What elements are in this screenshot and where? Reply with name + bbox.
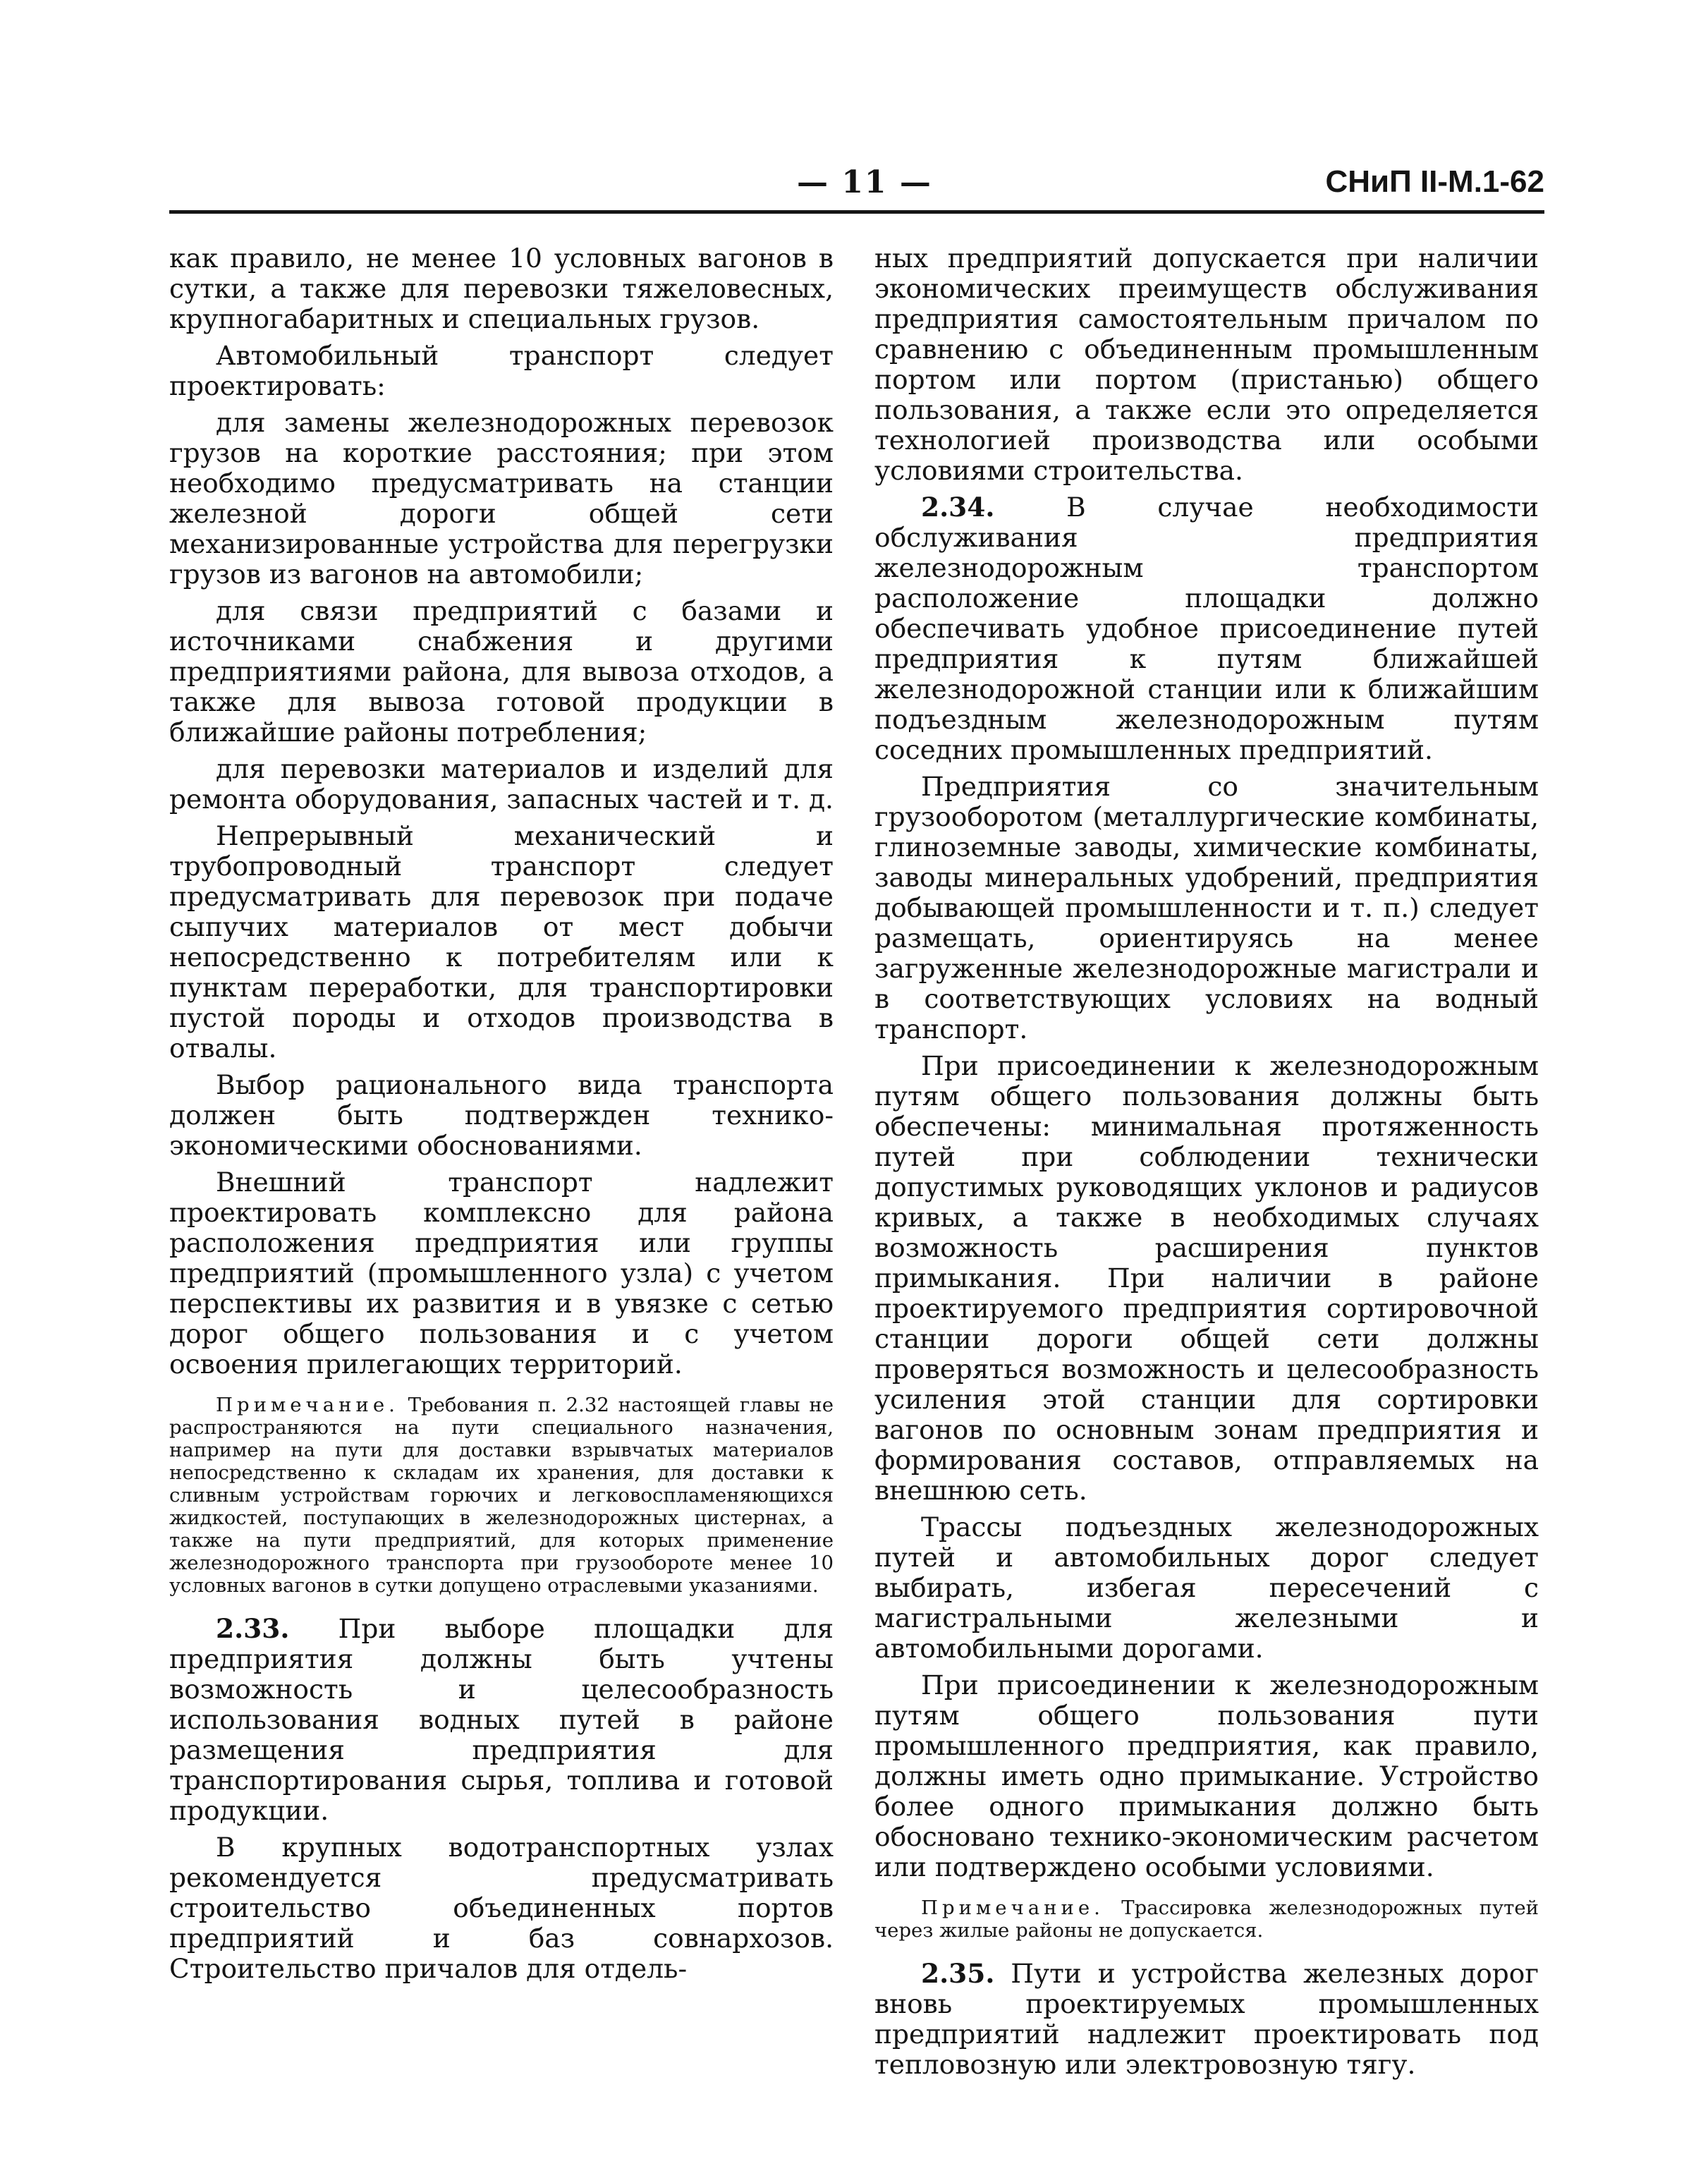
section-text: При выборе площадки для предприятия должны быть учтены возможность и целесообразность использования водных путей в районе размещения предприятия для транспортирования сырья, топлива и готовой продукции.: [169, 1613, 834, 1826]
header-rule: [169, 210, 1544, 214]
section-number: 2.34.: [921, 492, 995, 523]
paragraph: Трассы подъездных железнодорожных путей и автомобильных дорог следует выбирать, избегая пересечений с магистральными железными и автомобильными дорогами.: [874, 1511, 1539, 1664]
left-column: [169, 243, 834, 1984]
note-text: Требования п. 2.32 настоящей главы не распространяются на пути специального назначения, например на пути для доставки взрывчатых материалов непосредственно к складам их хранения, для доставки к сливным устройствам горючих и легковоспламеняющихся жидкостей, поступающих в железнодорожных цистернах, а также на пути предприятий, для которых применение железнодорожного транспорта при грузообороте менее 10 условных вагонов в сутки допущено отраслевыми указаниями.: [169, 1394, 834, 1597]
paragraph: ных предприятий допускается при наличии экономических преимуществ обслуживания предприятия самостоятельным причалом по сравнению с объединенным промышленным портом или портом (пристанью) общего пользования, а также если это определяется технологией производства или особыми условиями строительства.: [874, 243, 1539, 486]
document-code: СНиП II-М.1-62: [1325, 164, 1544, 199]
section-paragraph: [874, 492, 1539, 765]
paragraph: для замены железнодорожных перевозок грузов на короткие расстояния; при этом необходимо предусматривать на станции железной дороги общей сети механизированные устройства для перегрузки грузов из вагонов на автомобили;: [169, 407, 834, 590]
note: [874, 1897, 1539, 1942]
paragraph: Внешний транспорт надлежит проектировать комплексно для района расположения предприятия или группы предприятий (промышленного узла) с учетом перспективы их развития и в увязке с сетью дорог общего пользования и с учетом освоения прилегающих территорий.: [169, 1167, 834, 1380]
paragraph: Предприятия со значительным грузооборотом (металлургические комбинаты, глиноземные заводы, химические комбинаты, заводы минеральных удобрений, предприятия добывающей промышленности и т. п.) следует размещать, ориентируясь на менее загруженные железнодорожные магистрали и в соответствующих условиях на водный транспорт.: [874, 771, 1539, 1045]
note: [169, 1394, 834, 1597]
note-text: Трассировка железнодорожных путей через жилые районы не допускается.: [874, 1897, 1539, 1942]
paragraph: Автомобильный транспорт следует проектировать:: [169, 340, 834, 401]
paragraph: для перевозки материалов и изделий для ремонта оборудования, запасных частей и т. д.: [169, 753, 834, 815]
page-number: — 11 —: [797, 164, 932, 200]
paragraph: Непрерывный механический и трубопроводный транспорт следует предусматривать для перевозок при подаче сыпучих материалов от мест добычи непосредственно к потребителям или к пунктам переработки, для транспортировки пустой породы и отходов производства в отвалы.: [169, 820, 834, 1064]
paragraph: Выбор рационального вида транспорта должен быть подтвержден технико-экономическими обоснованиями.: [169, 1069, 834, 1161]
section-paragraph: [169, 1614, 834, 1826]
section-number: 2.33.: [216, 1613, 290, 1644]
section-paragraph: [874, 1959, 1539, 2080]
section-text: В случае необходимости обслуживания предприятия железнодорожным транспортом расположение площадки должно обеспечивать удобное присоединение путей предприятия к путям ближайшей железнодорожной станции или к ближайшим подъездным железнодорожным путям соседних промышленных предприятий.: [874, 492, 1539, 765]
note-label: Примечание.: [921, 1897, 1104, 1919]
paragraph: В крупных водотранспортных узлах рекомендуется предусматривать строительство объединенных портов предприятий и баз совнархозов. Строительство причалов для отдель-: [169, 1832, 834, 1984]
paragraph: При присоединении к железнодорожным путям общего пользования пути промышленного предприятия, как правило, должны иметь одно примыкание. Устройство более одного примыкания должно быть обосновано технико-экономическим расчетом или подтверждено особыми условиями.: [874, 1669, 1539, 1882]
paragraph: для связи предприятий с базами и источниками снабжения и другими предприятиями района, для вывоза отходов, а также для вывоза готовой продукции в ближайшие районы потребления;: [169, 595, 834, 748]
note-label: Примечание.: [216, 1394, 399, 1416]
section-number: 2.35.: [921, 1958, 995, 1989]
paragraph: При присоединении к железнодорожным путям общего пользования должны быть обеспечены: минимальная протяженность путей при соблюдении технически допустимых руководящих уклонов и радиусов кривых, а также в необходимых случаях возможность расширения пунктов примыкания. При наличии в районе проектируемого предприятия сортировочной станции дороги общей сети должны проверяться возможность и целесообразность усиления этой станции для сортировки вагонов по основным зонам предприятия и формирования составов, отправляемых на внешнюю сеть.: [874, 1050, 1539, 1506]
paragraph: как правило, не менее 10 условных вагонов в сутки, а также для перевозки тяжеловесных, крупногабаритных и специальных грузов.: [169, 243, 834, 334]
section-text: Пути и устройства железных дорог вновь проектируемых промышленных предприятий надлежит проектировать под тепловозную или электровозную тягу.: [874, 1958, 1539, 2080]
right-column: [874, 243, 1539, 2080]
